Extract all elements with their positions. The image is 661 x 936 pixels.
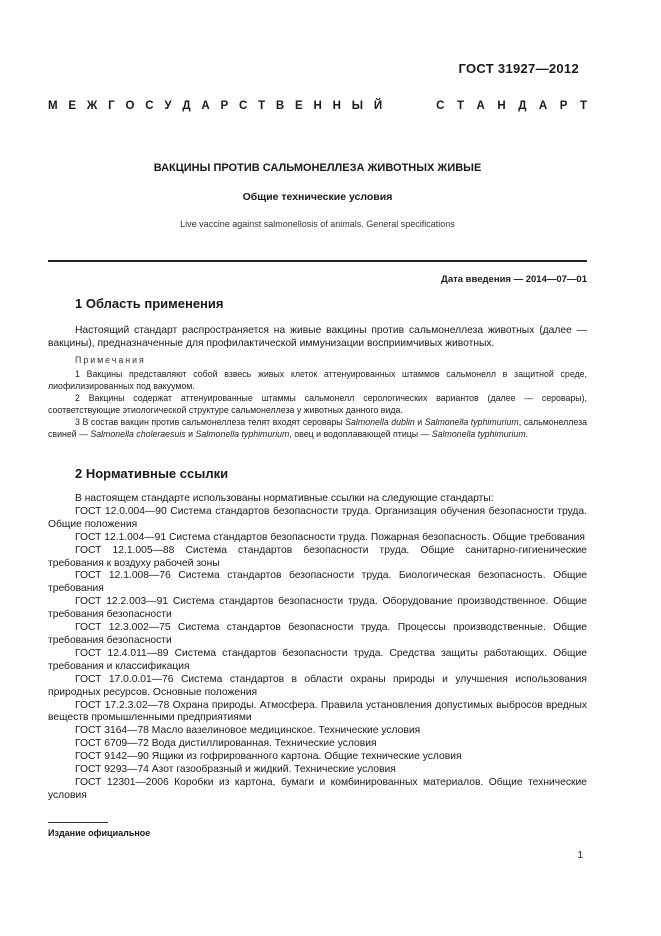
reference-item: ГОСТ 6709—72 Вода дистиллированная. Технические условия (75, 738, 377, 750)
banner-letter: В (275, 100, 285, 112)
banner-letter: Д (182, 100, 191, 112)
header-divider (48, 260, 587, 262)
banner-letter: У (164, 100, 172, 112)
reference-item: ГОСТ 3164—78 Масло вазелиновое медицинское. Технические условия (75, 725, 421, 737)
reference-item: ГОСТ 12.4.011—89 Система стандартов безопасности труда. Средства защиты работающих. Общие требования и классификация (48, 647, 587, 672)
banner-letter: Д (518, 100, 527, 112)
references-intro: В настоящем стандарте использованы нормативные ссылки на следующие стандарты: (75, 493, 494, 504)
reference-item: ГОСТ 12.1.004—91 Система стандартов безопасности труда. Пожарная безопасность. Общие требования (75, 531, 585, 543)
introduction-date: Дата введения — 2014—07—01 (441, 274, 587, 285)
banner-letter: С (145, 100, 154, 112)
banner-letter: Т (258, 100, 266, 112)
document-subtitle: Общие технические условия (242, 191, 393, 203)
banner-letter: Ж (86, 100, 98, 112)
english-title: Live vaccine against salmonellosis of animals. General specifications (180, 219, 455, 229)
interstate-word (48, 100, 382, 112)
section-1-heading: 1 Область применения (75, 296, 224, 311)
banner-letter: Е (295, 100, 303, 112)
note-1: 1 Вакцины представляют собой взвесь живых клеток аттенуированных штаммов сальмонелл в защитной среде, лиофилизированных под вакуумом. (48, 369, 587, 391)
page-number: 1 (577, 850, 583, 861)
banner-letter: С (238, 100, 248, 112)
reference-item: ГОСТ 12301—2006 Коробки из картона, бумаги и комбинированных материалов. Общие технические условия (48, 776, 587, 801)
banner-letter: Р (220, 100, 229, 112)
banner-letter: Н (332, 100, 341, 112)
banner-letter: Р (559, 100, 568, 112)
reference-item: ГОСТ 12.3.002—75 Система стандартов безопасности труда. Процессы производственные. Общие требования безопасности (48, 622, 587, 646)
reference-item: ГОСТ 9142—90 Ящики из гофрированного картона. Общие технические условия (75, 751, 462, 763)
official-edition-label: Издание официальное (48, 828, 151, 838)
gost-identifier: ГОСТ 31927—2012 (458, 61, 579, 76)
reference-item: ГОСТ 12.1.008—76 Система стандартов безопасности труда. Биологическая безопасность. Общие требования (48, 570, 587, 595)
document-title: ВАКЦИНЫ ПРОТИВ САЛЬМОНЕЛЛЕЗА ЖИВОТНЫХ ЖИВЫЕ (153, 162, 482, 174)
banner-letter: Е (68, 100, 77, 112)
reference-item: ГОСТ 12.2.003—91 Система стандартов безопасности труда. Оборудование производственное. Общие требования безопасности (48, 596, 587, 621)
section-1-text: Настоящий стандарт распространяется на живые вакцины против сальмонеллеза животных (далее — вакцины), предназначенные для профилактической иммунизации восприимчивых животных. (48, 325, 587, 350)
banner-letter: Т (579, 100, 587, 112)
footer-divider (48, 822, 108, 823)
notes-label: Примечания (75, 355, 146, 365)
note-3: 3 В состав вакцин против сальмонеллеза телят входят серовары Salmonella dublin и Salmonella typhimurium, сальмонеллеза свиней — Salmonella choleraesuis и Salmonella typhimurium, овец и водоплавающей птицы — Salmonella typhimurium. (48, 417, 588, 439)
banner-letter: Н (313, 100, 322, 112)
reference-item: ГОСТ 9293—74 Азот газообразный и жидкий. Технические условия (75, 764, 396, 776)
banner-letter: Ы (351, 100, 364, 112)
banner-letter: А (476, 100, 485, 112)
banner-letter: С (436, 100, 445, 112)
note-2: 2 Вакцины содержат аттенуированные штаммы сальмонелл серологических вариантов (далее — серовары), соответствующие этиологической структуре сальмонеллеза у животных данного вида. (48, 393, 587, 415)
banner-letter: Й (373, 100, 383, 112)
section-2-heading: 2 Нормативные ссылки (75, 466, 229, 481)
banner-letter: М (48, 100, 58, 112)
standard-word (436, 100, 587, 112)
banner-letter: А (538, 100, 548, 112)
normative-references (48, 493, 587, 803)
banner-letter: А (201, 100, 210, 112)
banner-letter: Т (456, 100, 464, 112)
banner-letter: О (125, 100, 135, 112)
reference-item: ГОСТ 12.0.004—90 Система стандартов безопасности труда. Организация обучения безопасности труда. Общие положения (48, 505, 587, 530)
banner-letter: Н (497, 100, 506, 112)
banner-letter: Г (108, 100, 115, 112)
interstate-standard-banner (48, 100, 587, 112)
reference-item: ГОСТ 17.2.3.02—78 Охрана природы. Атмосфера. Правила установления допустимых выбросов вредных веществ промышленными предприятиями (48, 699, 587, 724)
reference-item: ГОСТ 12.1.005—88 Система стандартов безопасности труда. Общие санитарно-гигиенические требования к воздуху рабочей зоны (48, 544, 587, 569)
reference-item: ГОСТ 17.0.0.01—76 Система стандартов в области охраны природы и улучшения использования природных ресурсов. Основные положения (48, 673, 587, 698)
